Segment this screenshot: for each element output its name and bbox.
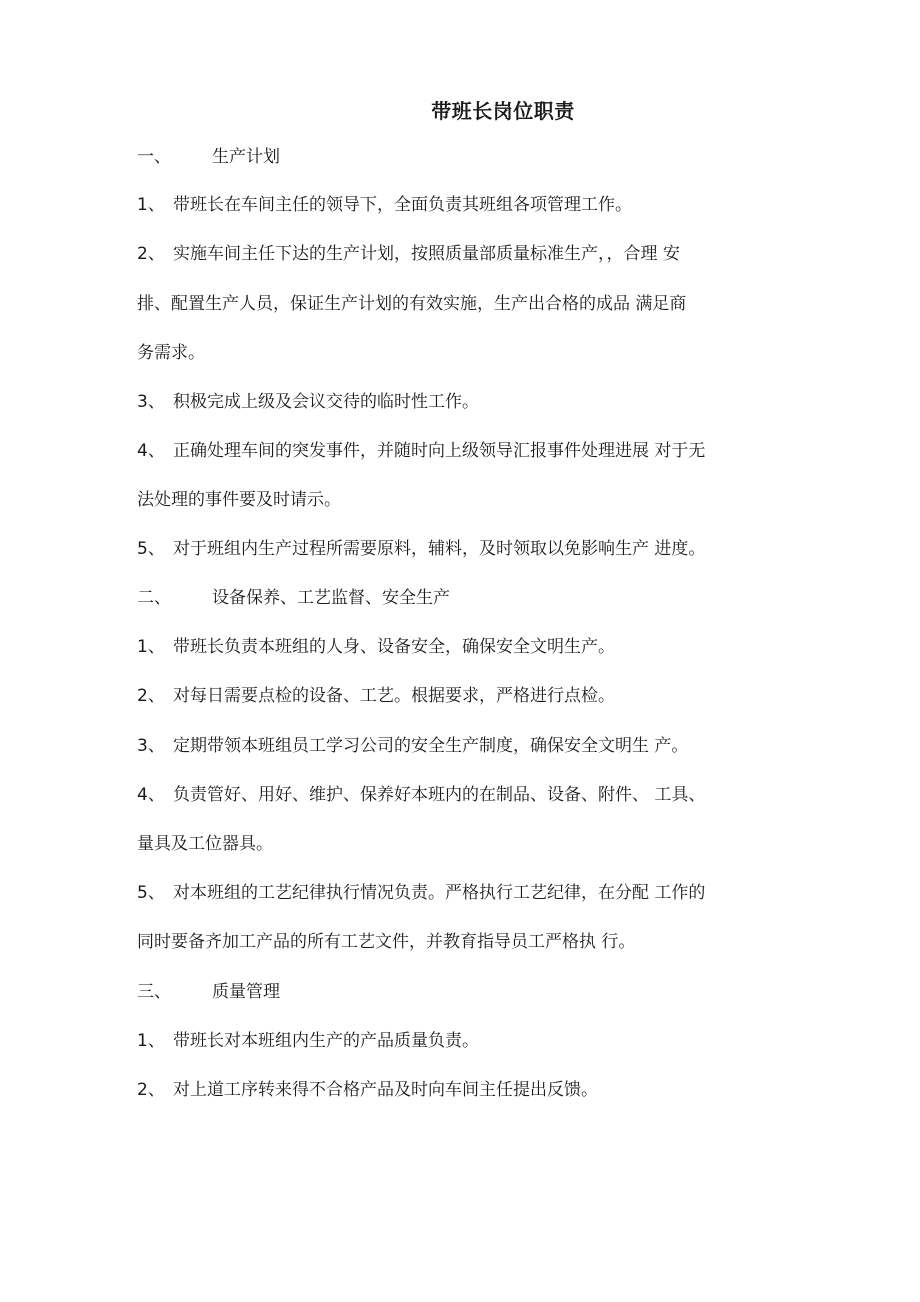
list-item	[137, 536, 797, 562]
section-number: 三、	[137, 982, 171, 1002]
item-continuation: 同时要备齐加工产品的所有工艺文件，并教育指导员工严格执 行。	[137, 932, 636, 952]
list-item	[137, 438, 797, 464]
item-number: 3、	[137, 736, 165, 756]
item-text: 对每日需要点检的设备、工艺。根据要求，严格进行点检。	[173, 686, 615, 706]
list-item	[137, 782, 797, 808]
item-text: 对于班组内生产过程所需要原料，辅料，及时领取以免影响生产 进度。	[173, 539, 706, 559]
list-item	[137, 1028, 797, 1054]
section-title: 设备保养、工艺监督、安全生产	[212, 588, 450, 608]
list-item	[137, 733, 797, 759]
item-number: 2、	[137, 686, 165, 706]
section-title: 质量管理	[212, 982, 280, 1002]
item-text: 对本班组的工艺纪律执行情况负责。严格执行工艺纪律，在分配 工作的	[173, 883, 706, 903]
list-item	[137, 683, 797, 709]
item-number: 1、	[137, 637, 165, 657]
item-number: 1、	[137, 195, 165, 215]
list-item	[137, 389, 797, 415]
item-number: 5、	[137, 539, 165, 559]
list-item	[137, 241, 797, 267]
item-number: 3、	[137, 392, 165, 412]
item-text: 带班长对本班组内生产的产品质量负责。	[173, 1031, 479, 1051]
item-text: 积极完成上级及会议交待的临时性工作。	[173, 392, 479, 412]
item-continuation: 排、配置生产人员，保证生产计划的有效实施，生产出合格的成品 满足商	[137, 294, 687, 314]
item-text: 负责管好、用好、维护、保养好本班内的在制品、设备、附件、 工具、	[173, 785, 706, 805]
section-title: 生产计划	[212, 147, 280, 167]
item-number: 2、	[137, 1080, 165, 1100]
item-continuation: 务需求。	[137, 343, 205, 363]
section-number: 二、	[137, 588, 171, 608]
list-item	[137, 1077, 797, 1103]
item-number: 2、	[137, 244, 165, 264]
list-item	[137, 880, 797, 906]
item-number: 5、	[137, 883, 165, 903]
item-text: 带班长在车间主任的领导下，全面负责其班组各项管理工作。	[173, 195, 632, 215]
item-text: 定期带领本班组员工学习公司的安全生产制度，确保安全文明生 产。	[173, 736, 689, 756]
section-number: 一、	[137, 147, 171, 167]
item-text: 对上道工序转来得不合格产品及时向车间主任提出反馈。	[173, 1080, 598, 1100]
item-text: 实施车间主任下达的生产计划，按照质量部质量标准生产，，合理 安	[173, 244, 680, 264]
section-heading	[137, 979, 797, 1005]
item-text: 正确处理车间的突发事件，并随时向上级领导汇报事件处理进展 对于无	[173, 441, 706, 461]
list-item	[137, 634, 797, 660]
item-number: 4、	[137, 441, 165, 461]
item-number: 4、	[137, 785, 165, 805]
document-title: 带班长岗位职责	[431, 99, 575, 123]
item-continuation: 法处理的事件要及时请示。	[137, 490, 341, 510]
section-heading	[137, 585, 797, 611]
item-continuation: 量具及工位器具。	[137, 834, 273, 854]
item-number: 1、	[137, 1031, 165, 1051]
section-heading	[137, 144, 797, 170]
list-item	[137, 192, 797, 218]
item-text: 带班长负责本班组的人身、设备安全，确保安全文明生产。	[173, 637, 615, 657]
